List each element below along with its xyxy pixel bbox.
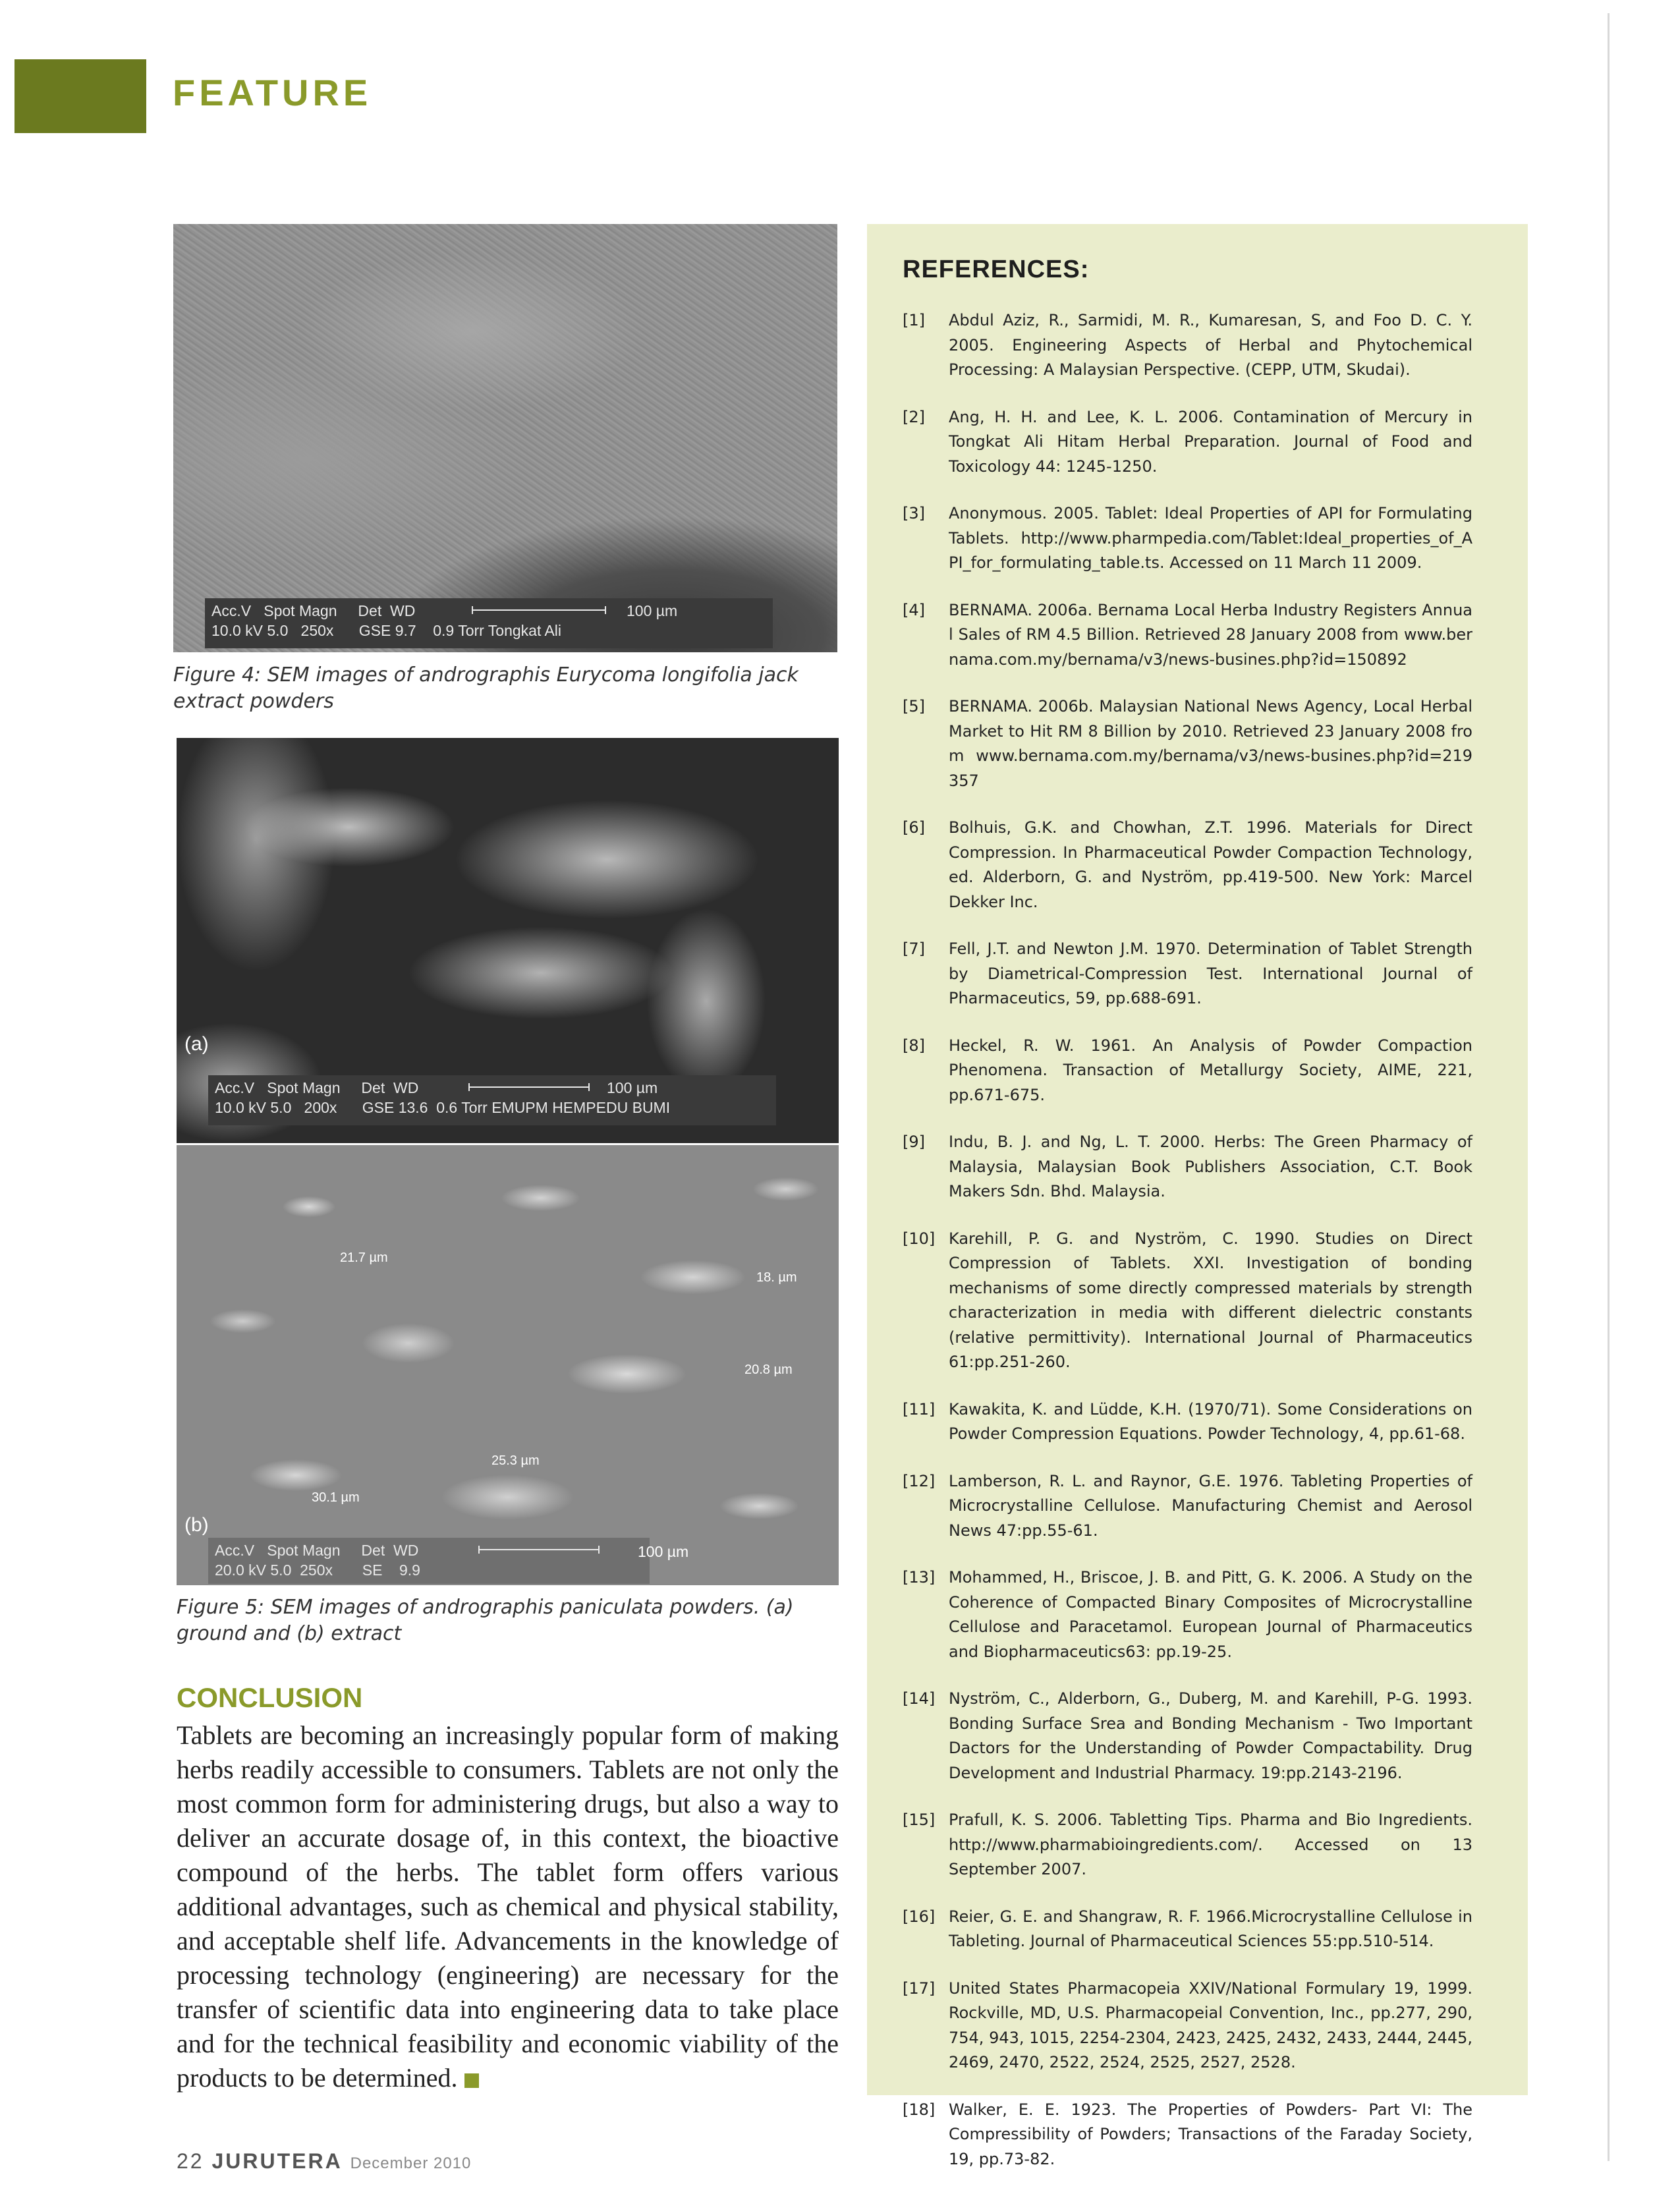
- reference-number: [13]: [903, 1568, 936, 1587]
- reference-text: Karehill, P. G. and Nyström, C. 1990. Studies on Direct Compression of Tablets. XXI. Investigation of bonding mechanisms of some directly compressed materials by strength characterization in media with different dielectric constants (relative permittivity). International Journal of Pharmaceutics 61:pp.251-260.: [949, 1229, 1472, 1371]
- reference-text: Bolhuis, G.K. and Chowhan, Z.T. 1996. Materials for Direct Compression. In Pharmaceutical Powder Compaction Technology, ed. Alderborn, G. and Nyström, pp.419-500. New York: Marcel Dekker Inc.: [949, 818, 1472, 911]
- reference-item: [903, 501, 1472, 576]
- reference-number: [11]: [903, 1399, 936, 1419]
- reference-number: [4]: [903, 600, 925, 619]
- reference-text: Indu, B. J. and Ng, L. T. 2000. Herbs: The Green Pharmacy of Malaysia, Malaysian Book Publishers Association, C.T. Book Makers Sdn. Bhd. Malaysia.: [949, 1133, 1472, 1200]
- reference-number: [9]: [903, 1133, 925, 1151]
- reference-item: [903, 1808, 1472, 1882]
- section-color-block: [14, 59, 146, 133]
- figure5a-scale-bar: [468, 1083, 590, 1091]
- reference-item: [903, 816, 1472, 914]
- reference-number: [1]: [903, 311, 925, 329]
- figure5b-measurement-4: 25.3 µm: [491, 1453, 540, 1468]
- section-title: FEATURE: [173, 72, 372, 113]
- figure5b-sem-info-line1: Acc.V Spot Magn Det WD: [215, 1542, 419, 1559]
- reference-text: Mohammed, H., Briscoe, J. B. and Pitt, G. K. 2006. A Study on the Coherence of Compacted Binary Composites of Microcrystalline Cellulose and Paracetamol. European Journal of Pharmaceutics and Biopharmaceutics63: pp.19-25.: [949, 1568, 1472, 1661]
- conclusion-body: [177, 1718, 839, 2095]
- figure4-sem-info-line1: Acc.V Spot Magn Det WD: [211, 602, 416, 619]
- figure5a-sem-image: [177, 738, 839, 1143]
- reference-text: Kawakita, K. and Lüdde, K.H. (1970/71). Some Considerations on Powder Compression Equations. Powder Technology, 4, pp.61-68.: [949, 1399, 1472, 1443]
- figure4-scale-label: 100 µm: [627, 602, 678, 619]
- reference-text: Reier, G. E. and Shangraw, R. F. 1966.Microcrystalline Cellulose in Tableting. Journal of Pharmaceutical Sciences 55:pp.510-514.: [949, 1907, 1472, 1950]
- reference-item: [903, 2098, 1472, 2172]
- reference-number: [14]: [903, 1689, 936, 1708]
- reference-number: [15]: [903, 1811, 936, 1829]
- reference-number: [7]: [903, 940, 925, 958]
- page-number: 22: [177, 2149, 204, 2173]
- figure5a-sem-info-line2: 10.0 kV 5.0 200x GSE 13.6 0.6 Torr EMUPM HEMPEDU BUMI: [215, 1099, 671, 1116]
- end-mark-icon: [464, 2073, 479, 2088]
- figure5a-sem-info-bar: [208, 1075, 776, 1125]
- figure5b-scale-label: 100 µm: [638, 1543, 689, 1560]
- figure4-sem-info-line2: 10.0 kV 5.0 250x GSE 9.7 0.9 Torr Tongkat Ali: [211, 622, 562, 639]
- figure4-caption: Figure 4: SEM images of andrographis Eurycoma longifolia jack extract powders: [173, 663, 798, 713]
- reference-number: [3]: [903, 504, 925, 522]
- reference-number: [2]: [903, 407, 925, 426]
- figure5b-measurement-2: 18. µm: [756, 1270, 797, 1285]
- reference-text: BERNAMA. 2006b. Malaysian National News Agency, Local Herbal Market to Hit RM 8 Billion by 2010. Retrieved 23 January 2008 from www.bernama.com.my/bernama/v3/news-busines.php?id=219357: [949, 697, 1472, 790]
- reference-text: Walker, E. E. 1923. The Properties of Powders- Part VI: The Compressibility of Powders; Transactions of the Faraday Society, 19, pp.73-82.: [949, 2100, 1472, 2168]
- page-footer: [177, 2149, 471, 2174]
- conclusion-heading: CONCLUSION: [177, 1682, 363, 1713]
- reference-text: Lamberson, R. L. and Raynor, G.E. 1976. Tableting Properties of Microcrystalline Cellulose. Manufacturing Chemist and Aerosol News 47:pp.55-61.: [949, 1471, 1472, 1540]
- reference-text: Ang, H. H. and Lee, K. L. 2006. Contamination of Mercury in Tongkat Ali Hitam Herbal Preparation. Journal of Food and Toxicology 44: 1245-1250.: [949, 407, 1472, 476]
- figure5b-sem-image: [177, 1145, 839, 1585]
- figure4-sem-image: [173, 224, 837, 652]
- reference-number: [17]: [903, 1979, 936, 1998]
- reference-number: [12]: [903, 1471, 936, 1490]
- references-heading: REFERENCES:: [903, 256, 1090, 283]
- reference-item: [903, 1034, 1472, 1108]
- reference-item: [903, 405, 1472, 480]
- reference-text: Fell, J.T. and Newton J.M. 1970. Determination of Tablet Strength by Diametrical-Compression Test. International Journal of Pharmaceutics, 59, pp.688-691.: [949, 940, 1472, 1007]
- reference-text: Heckel, R. W. 1961. An Analysis of Powder Compaction Phenomena. Transaction of Metallurgy Society, AIME, 221, pp.671-675.: [949, 1036, 1472, 1104]
- magazine-name: JURUTERA: [211, 2149, 343, 2173]
- page-margin-line: [1608, 13, 1610, 2161]
- reference-item: [903, 1565, 1472, 1664]
- reference-number: [18]: [903, 2100, 936, 2119]
- conclusion-text: Tablets are becoming an increasingly popular form of making herbs readily accessible to consumers. Tablets are not only the most common form for administering drugs, but also a way to deliver an accurate dosage of, in this context, the bioactive compound of the herbs. The tablet form offers various additional advantages, such as chemical and physical stability, and acceptable shelf life. Advancements in the knowledge of processing technology (engineering) are necessary for the transfer of scientific data into engineering data to take place and for the technical feasibility and economic viability of the products to be determined.: [177, 1720, 839, 2093]
- reference-text: BERNAMA. 2006a. Bernama Local Herba Industry Registers Annual Sales of RM 4.5 Billion. Retrieved 28 January 2008 from www.bernama.com.my/bernama/v3/news-busines.php?id=150892: [949, 600, 1472, 669]
- reference-item: [903, 937, 1472, 1011]
- figure5b-measurement-1: 21.7 µm: [340, 1251, 388, 1265]
- reference-text: Nyström, C., Alderborn, G., Duberg, M. and Karehill, P-G. 1993. Bonding Surface Srea and Bonding Mechanism - Two Important Dactors for the Understanding of Powder Compactability. Drug Development and Industrial Pharmacy. 19:pp.2143-2196.: [949, 1689, 1472, 1782]
- figure5b-measurement-5: 30.1 µm: [312, 1490, 360, 1505]
- figure4-sem-info-bar: [205, 598, 773, 648]
- reference-text: Abdul Aziz, R., Sarmidi, M. R., Kumaresan, S, and Foo D. C. Y. 2005. Engineering Aspects of Herbal and Phytochemical Processing: A Malaysian Perspective. (CEPP, UTM, Skudai).: [949, 311, 1472, 379]
- figure5a-scale-label: 100 µm: [607, 1079, 658, 1096]
- issue-date: December 2010: [350, 2154, 472, 2172]
- figure4-scale-bar: [472, 606, 606, 614]
- reference-item: [903, 1687, 1472, 1786]
- reference-item: [903, 1469, 1472, 1544]
- reference-number: [5]: [903, 697, 925, 716]
- figure5b-scale-bar: [478, 1546, 600, 1554]
- reference-item: [903, 1227, 1472, 1375]
- reference-item: [903, 1977, 1472, 2075]
- figure5a-panel-label: (a): [184, 1033, 209, 1055]
- figure5b-panel-label: (b): [184, 1514, 209, 1536]
- reference-text: United States Pharmacopeia XXIV/National Formulary 19, 1999. Rockville, MD, U.S. Pharmacopeial Convention, Inc., pp.277, 290, 754, 943, 1015, 2254-2304, 2423, 2425, 2432, 2433, 2444, 2445, 2469, 2470, 2522, 2524, 2525, 2527, 2528.: [949, 1979, 1472, 2071]
- reference-item: [903, 598, 1472, 673]
- reference-item: [903, 1130, 1472, 1204]
- reference-text: Prafull, K. S. 2006. Tabletting Tips. Pharma and Bio Ingredients. http://www.pharmabioingredients.com/. Accessed on 13 September 2007.: [949, 1811, 1472, 1878]
- reference-item: [903, 1397, 1472, 1447]
- reference-number: [6]: [903, 818, 925, 837]
- reference-item: [903, 1905, 1472, 1954]
- reference-number: [10]: [903, 1229, 936, 1248]
- reference-number: [16]: [903, 1907, 936, 1926]
- reference-text: Anonymous. 2005. Tablet: Ideal Properties of API for Formulating Tablets. http://www.pharmpedia.com/Tablet:Ideal_properties_of_API_for_formulating_table.ts. Accessed on 11 March 11 2009.: [949, 504, 1472, 572]
- reference-item: [903, 694, 1472, 793]
- references-list: [903, 308, 1472, 2194]
- figure5b-sem-info-bar: [208, 1538, 650, 1584]
- figure5-caption: Figure 5: SEM images of andrographis paniculata powders. (a) ground and (b) extract: [177, 1596, 794, 1645]
- figure5b-sem-info-line2: 20.0 kV 5.0 250x SE 9.9: [215, 1561, 420, 1579]
- figure5b-measurement-3: 20.8 µm: [744, 1363, 793, 1377]
- reference-number: [8]: [903, 1036, 925, 1055]
- figure5a-sem-info-line1: Acc.V Spot Magn Det WD: [215, 1079, 419, 1096]
- reference-item: [903, 308, 1472, 383]
